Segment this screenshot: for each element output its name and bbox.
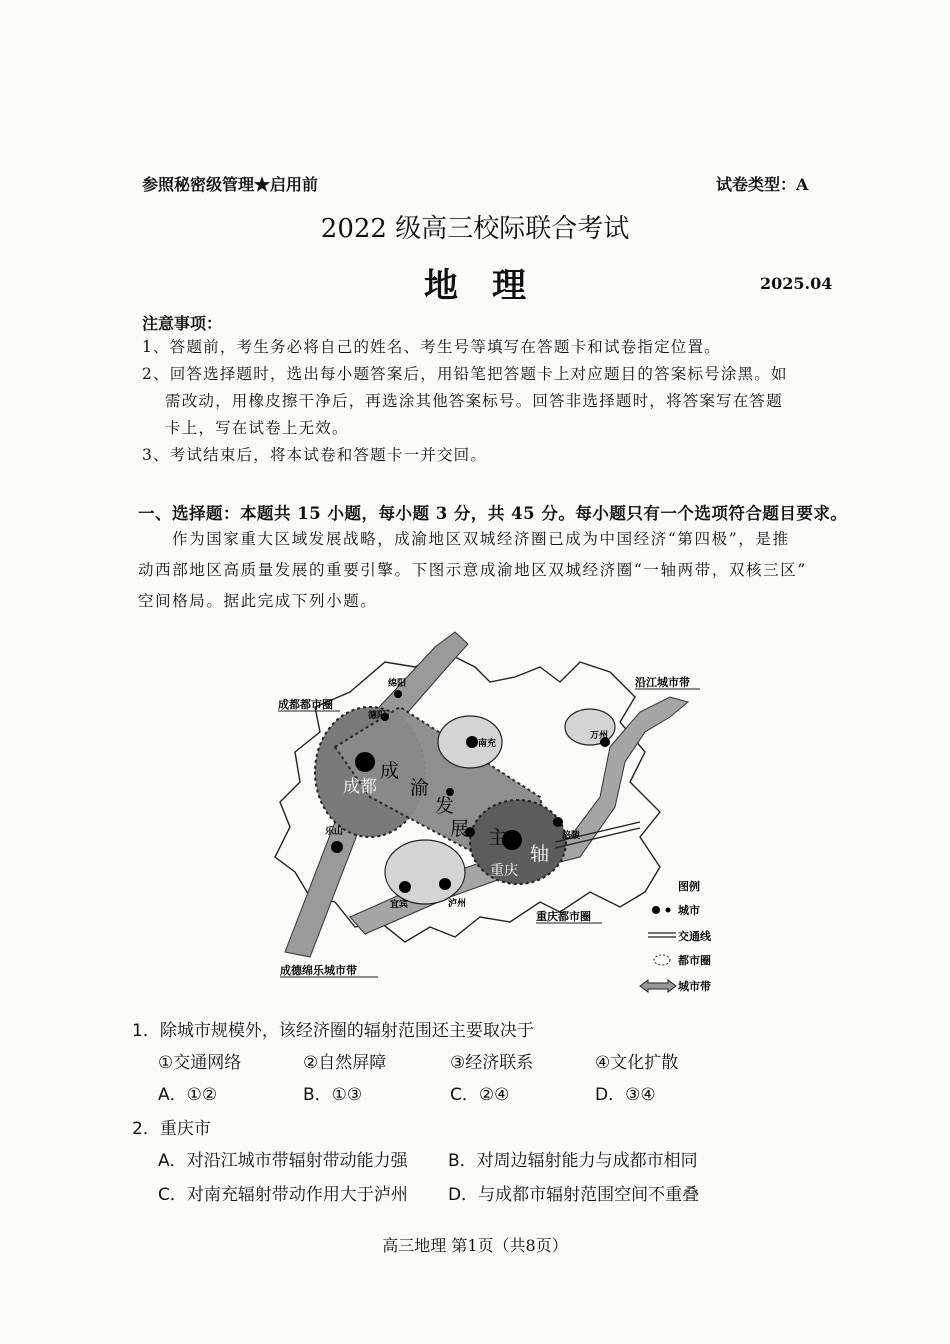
intro-line-3: 空间格局。据此完成下列小题。 <box>138 592 378 610</box>
section-heading: 一、选择题：本题共 15 小题，每小题 3 分，共 45 分。每小题只有一个选项符合题目要求。 <box>138 504 848 523</box>
exam-date: 2025.04 <box>760 274 833 293</box>
label-chengdu-metro: 成都都市圈 <box>278 698 333 711</box>
legend-city: 城市 <box>678 904 700 917</box>
city-fuling <box>553 817 563 827</box>
label-deyang: 德阳 <box>368 711 387 721</box>
q1-item-3: ③经济联系 <box>450 1053 534 1073</box>
legend-belt-icon <box>640 980 676 992</box>
legend-metro-icon <box>654 955 670 965</box>
notes-heading: 注意事项： <box>142 314 223 333</box>
q2-stem: 2．重庆市 <box>132 1119 211 1139</box>
label-yanjiang-belt: 沿江城市带 <box>635 676 690 689</box>
intro-line-1: 作为国家重大区域发展战略，成渝地区双城经济圈已成为中国经济“第四极”，是推 <box>172 530 790 548</box>
axis-char-4: 展 <box>450 818 470 840</box>
label-leshan: 乐山 <box>325 827 344 837</box>
axis-char-3: 发 <box>435 795 455 817</box>
legend-city-icon <box>652 906 660 914</box>
q2-option-a[interactable]: A．对沿江城市带辐射带动能力强 <box>158 1151 408 1171</box>
q2-option-c[interactable]: C．对南充辐射带动作用大于泸州 <box>158 1185 408 1205</box>
paper-type-label: 试卷类型：A <box>716 175 809 194</box>
label-luzhou: 泸州 <box>448 899 467 909</box>
city-yibin <box>399 881 411 893</box>
label-chongqing-metro: 重庆都市圈 <box>536 910 591 923</box>
city-nanchong <box>466 736 478 748</box>
q1-item-1: ①交通网络 <box>158 1053 242 1073</box>
note-item-1: 1、答题前，考生务必将自己的姓名、考生号等填写在答题卡和试卷指定位置。 <box>142 338 721 356</box>
label-chengdeyuan-belt: 成德绵乐城市带 <box>280 964 357 977</box>
city-luzhou <box>439 878 451 890</box>
q1-option-c[interactable]: C．②④ <box>450 1085 510 1105</box>
yibin-luzhou-area <box>385 840 465 904</box>
axis-char-1: 成 <box>380 760 400 782</box>
q2-option-d[interactable]: D．与成都市辐射范围空间不重叠 <box>448 1185 700 1205</box>
axis-char-5: 主 <box>488 827 508 849</box>
q1-option-d[interactable]: D．③④ <box>595 1085 656 1105</box>
note-item-3: 3、考试结束后，将本试卷和答题卡一并交回。 <box>142 446 488 464</box>
q1-option-b[interactable]: B．①③ <box>303 1085 363 1105</box>
axis-char-6: 轴 <box>530 843 550 865</box>
q1-option-a[interactable]: A．①② <box>158 1085 218 1105</box>
city-mianyang <box>394 690 402 698</box>
chengyu-economic-circle-map <box>240 622 740 1000</box>
secrecy-label: 参照秘密级管理★启用前 <box>142 175 319 194</box>
note-item-2-line-2: 需改动，用橡皮擦干净后，再选涂其他答案标号。回答非选择题时，将答案写在答题 <box>165 392 783 410</box>
legend-title: 图例 <box>678 880 700 893</box>
label-mianyang: 绵阳 <box>388 679 407 689</box>
label-yibin: 宜宾 <box>390 900 409 910</box>
city-leshan <box>331 841 343 853</box>
note-item-2-line-1: 2、回答选择题时，选出每小题答案后，用铅笔把答题卡上对应题目的答案标号涂黑。如 <box>142 365 788 383</box>
label-wanzhou: 万州 <box>590 731 609 741</box>
legend-city-belt: 城市带 <box>678 980 711 993</box>
q1-item-4: ④文化扩散 <box>595 1053 679 1073</box>
label-chengdu: 成都 <box>343 777 377 797</box>
legend-metro-circle: 都市圈 <box>678 954 711 967</box>
note-item-2-line-3: 卡上，写在试卷上无效。 <box>165 419 349 437</box>
q1-stem: 1．除城市规模外，该经济圈的辐射范围还主要取决于 <box>132 1021 534 1041</box>
legend-transport: 交通线 <box>678 930 711 943</box>
label-nanchong: 南充 <box>478 739 497 749</box>
q2-option-b[interactable]: B．对周边辐射能力与成都市相同 <box>448 1151 698 1171</box>
page-footer: 高三地理 第1页（共8页） <box>382 1236 568 1255</box>
q1-item-2: ②自然屏障 <box>303 1053 387 1073</box>
exam-title: 2022 级高三校际联合考试 <box>320 214 630 244</box>
map-legend <box>640 879 712 993</box>
label-fuling: 涪陵 <box>562 831 581 841</box>
intro-line-2: 动西部地区高质量发展的重要引擎。下图示意成渝地区双城经济圈“一轴两带，双核三区” <box>138 561 807 579</box>
city-chengdu <box>355 752 375 772</box>
label-chongqing: 重庆 <box>490 863 518 879</box>
axis-char-2: 渝 <box>410 777 430 799</box>
subject-title: 地理 <box>424 266 560 306</box>
